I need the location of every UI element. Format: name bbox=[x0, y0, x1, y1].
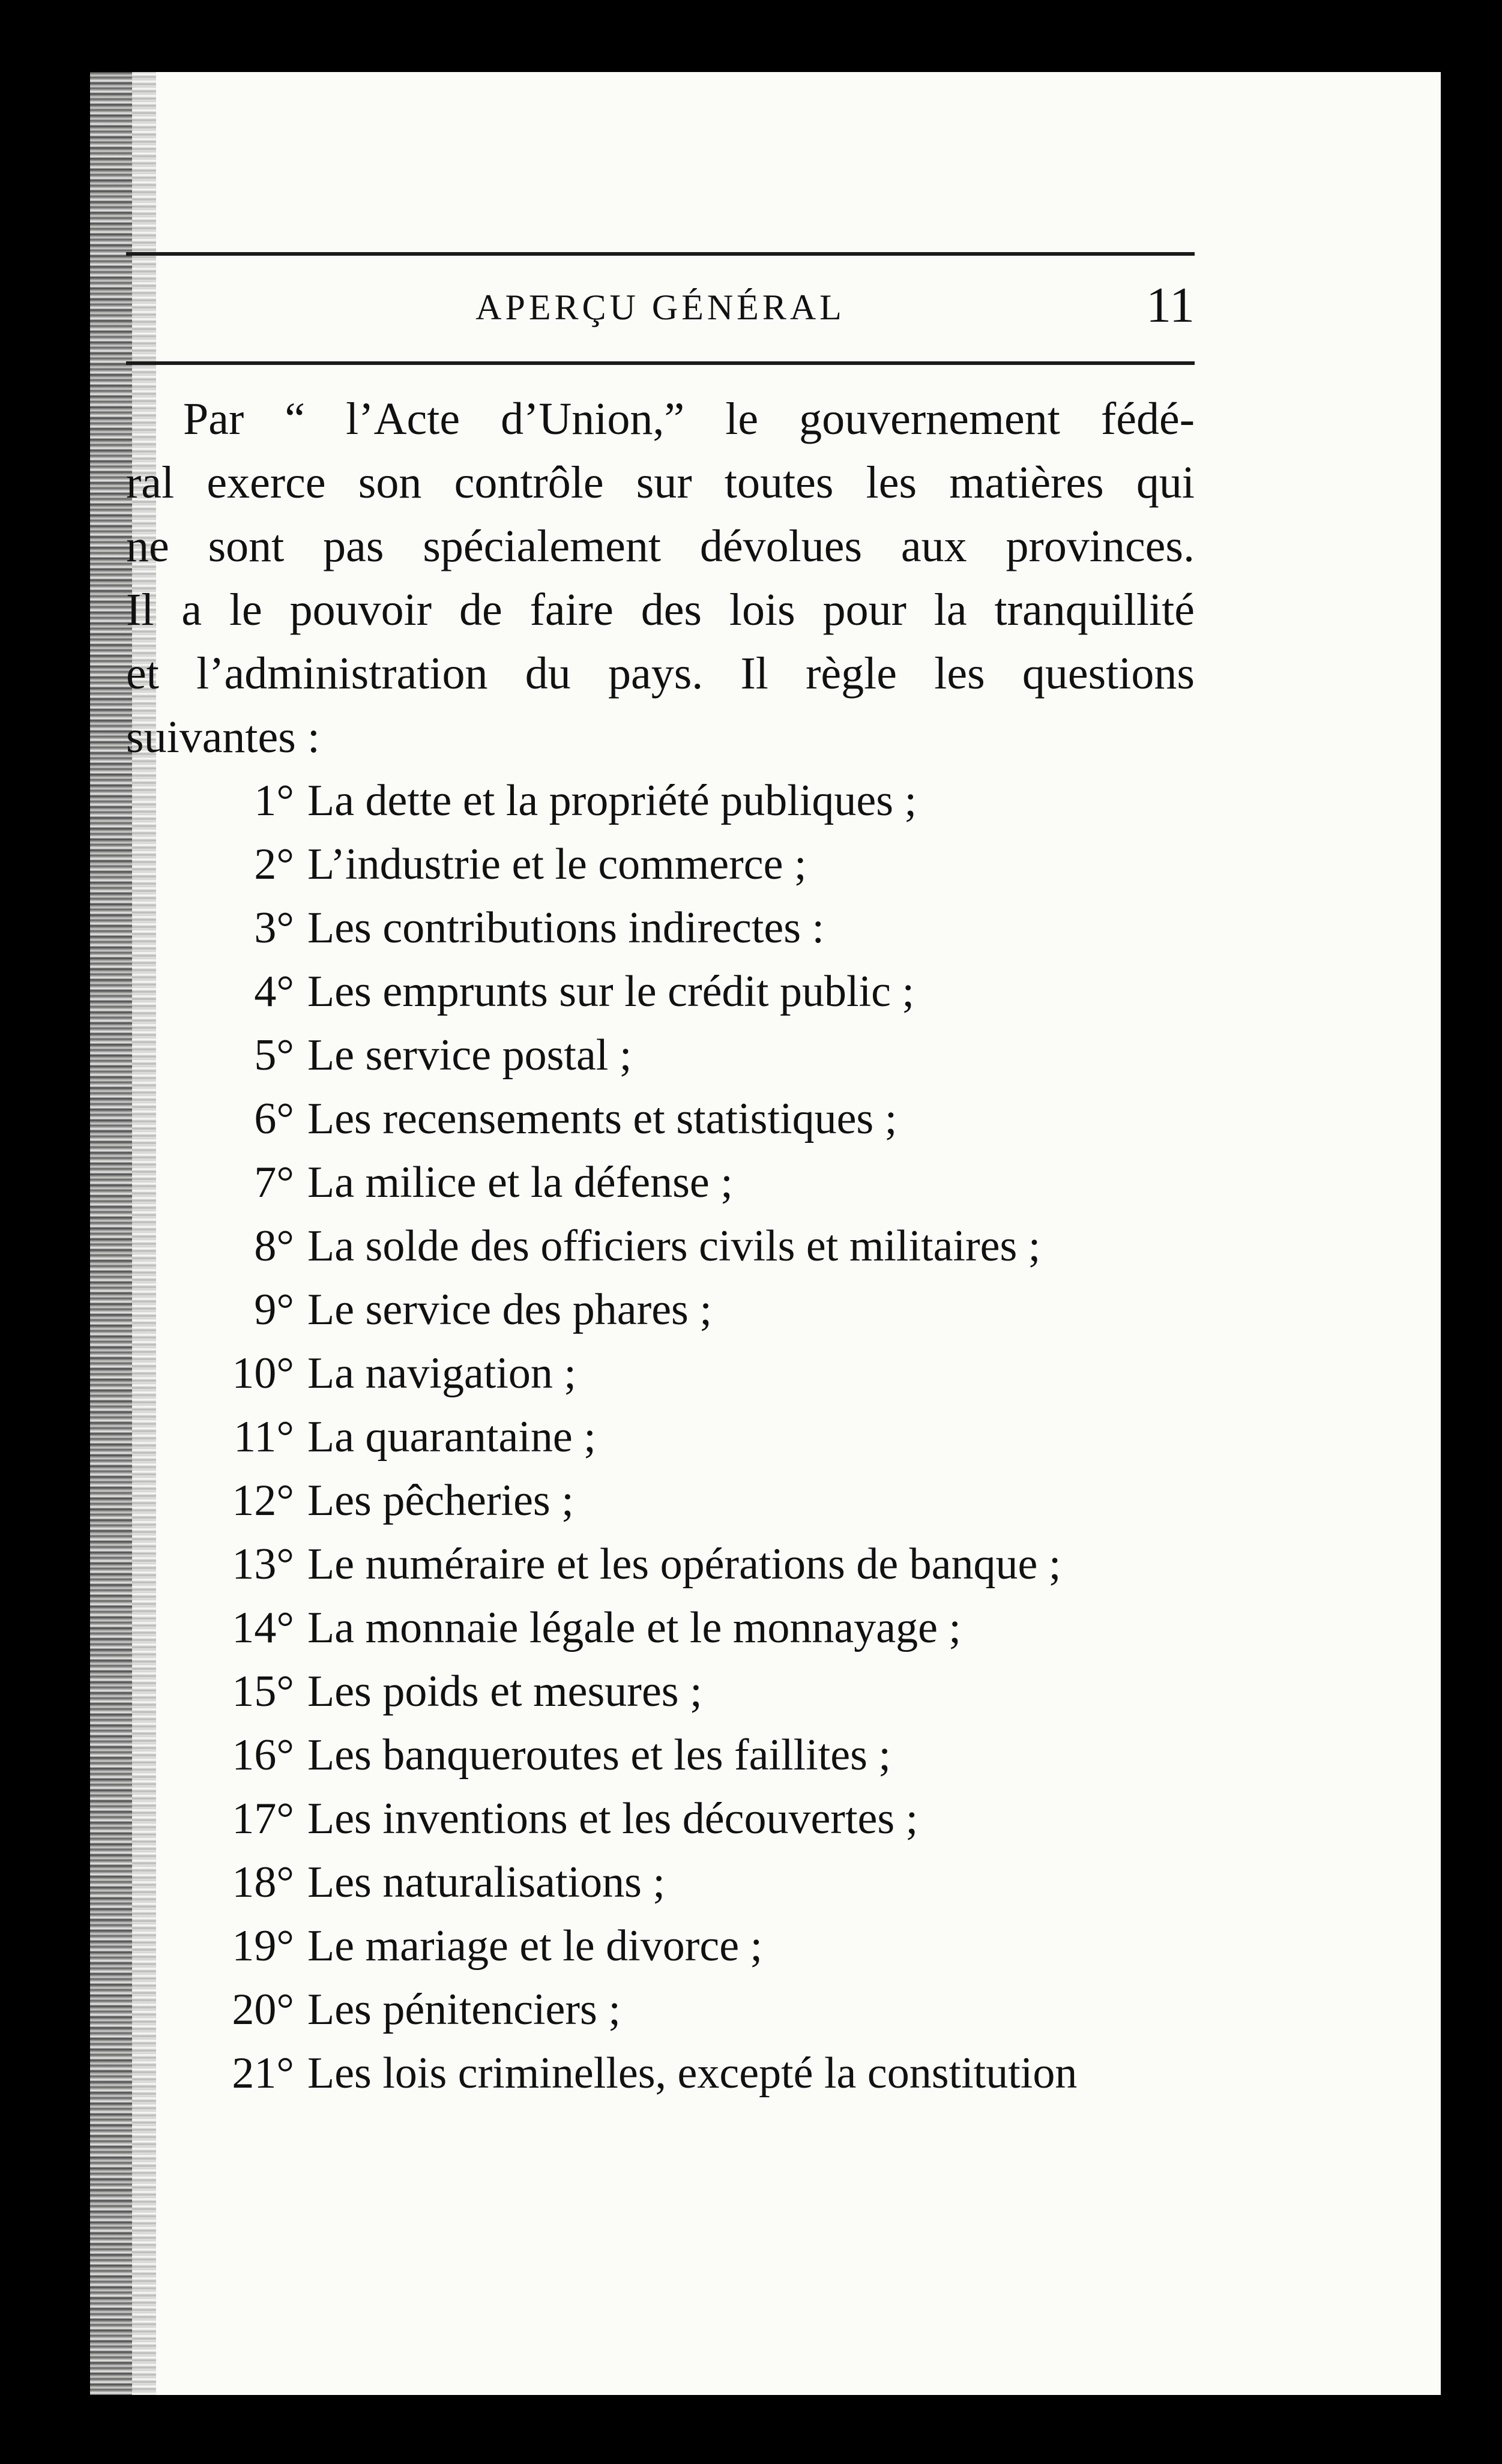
list-item-text: Les emprunts sur le crédit public ; bbox=[307, 967, 915, 1016]
list-item-number: 17° bbox=[232, 1794, 294, 1843]
list-item bbox=[198, 1914, 1195, 1978]
matters-list bbox=[126, 769, 1195, 2105]
list-item bbox=[198, 1278, 1195, 1342]
list-item bbox=[198, 1723, 1195, 1787]
list-item bbox=[198, 833, 1195, 896]
list-item-number: 14° bbox=[232, 1603, 294, 1652]
list-item bbox=[198, 1087, 1195, 1151]
list-item bbox=[198, 1851, 1195, 1914]
list-item-number: 20° bbox=[232, 1985, 294, 2034]
list-item-text: Les naturalisations ; bbox=[307, 1858, 665, 1907]
running-title: APERÇU GÉNÉRAL bbox=[475, 288, 845, 327]
list-item-text: Le service postal ; bbox=[307, 1031, 632, 1080]
list-item-text: Les lois criminelles, excepté la constitution bbox=[307, 2049, 1078, 2098]
intro-paragraph bbox=[126, 387, 1195, 769]
running-head bbox=[126, 270, 1195, 348]
list-item-text: Les pénitenciers ; bbox=[307, 1985, 621, 2034]
list-item-number: 10° bbox=[232, 1349, 294, 1398]
list-item bbox=[198, 769, 1195, 833]
list-item bbox=[198, 1469, 1195, 1532]
list-item-number: 6° bbox=[254, 1094, 294, 1143]
header-rule-bottom bbox=[126, 361, 1195, 365]
book-page bbox=[90, 72, 1441, 2395]
list-item-number: 1° bbox=[254, 776, 294, 825]
list-item bbox=[198, 1596, 1195, 1660]
list-item-number: 2° bbox=[254, 840, 294, 889]
list-item-text: L’industrie et le commerce ; bbox=[307, 840, 807, 889]
list-item bbox=[198, 1405, 1195, 1469]
header-rule-top bbox=[126, 252, 1195, 256]
paragraph-line: Par “ l’Acte d’Union,” le gouvernement fédé- bbox=[183, 394, 1195, 444]
list-item-number: 8° bbox=[254, 1221, 294, 1271]
list-item bbox=[198, 1532, 1195, 1596]
list-item-text: Les banqueroutes et les faillites ; bbox=[307, 1731, 891, 1780]
list-item-text: La milice et la défense ; bbox=[307, 1158, 733, 1207]
list-item-text: Les pêcheries ; bbox=[307, 1476, 574, 1525]
list-item bbox=[198, 1978, 1195, 2041]
list-item bbox=[198, 896, 1195, 960]
paragraph-line: ne sont pas spécialement dévolues aux provinces. bbox=[126, 521, 1195, 571]
list-item-text: Le service des phares ; bbox=[307, 1285, 712, 1334]
list-item-number: 21° bbox=[232, 2049, 294, 2098]
list-item-text: La monnaie légale et le monnayage ; bbox=[307, 1603, 961, 1652]
list-item-number: 16° bbox=[232, 1731, 294, 1780]
list-item-text: La dette et la propriété publiques ; bbox=[307, 776, 917, 825]
list-item-number: 5° bbox=[254, 1031, 294, 1080]
list-item bbox=[198, 1151, 1195, 1214]
list-item-text: La quarantaine ; bbox=[307, 1412, 596, 1462]
list-item-number: 11° bbox=[234, 1412, 294, 1462]
list-item bbox=[198, 1023, 1195, 1087]
list-item-text: Les inventions et les découvertes ; bbox=[307, 1794, 918, 1843]
list-item bbox=[198, 960, 1195, 1023]
paragraph-line: suivantes : bbox=[126, 712, 320, 762]
list-item-text: Le mariage et le divorce ; bbox=[307, 1921, 763, 1971]
list-item-text: Les contributions indirectes : bbox=[307, 903, 825, 953]
paragraph-line: ral exerce son contrôle sur toutes les matières qui bbox=[126, 457, 1195, 508]
paragraph-line: Il a le pouvoir de faire des lois pour la tranquillité bbox=[126, 585, 1195, 635]
list-item bbox=[198, 2041, 1195, 2105]
list-item bbox=[198, 1787, 1195, 1851]
list-item-number: 15° bbox=[232, 1667, 294, 1716]
list-item-number: 9° bbox=[254, 1285, 294, 1334]
list-item bbox=[198, 1214, 1195, 1278]
list-item-text: Les recensements et statistiques ; bbox=[307, 1094, 897, 1143]
list-item-number: 13° bbox=[232, 1540, 294, 1589]
list-item-number: 18° bbox=[232, 1858, 294, 1907]
list-item-number: 12° bbox=[232, 1476, 294, 1525]
list-item-text: Les poids et mesures ; bbox=[307, 1667, 702, 1716]
list-item bbox=[198, 1660, 1195, 1723]
list-item-number: 3° bbox=[254, 903, 294, 953]
list-item-text: La solde des officiers civils et militaires ; bbox=[307, 1221, 1041, 1271]
paragraph-line: et l’administration du pays. Il règle les questions bbox=[126, 648, 1195, 699]
list-item-number: 7° bbox=[254, 1158, 294, 1207]
page-number: 11 bbox=[1146, 277, 1195, 333]
list-item bbox=[198, 1342, 1195, 1405]
body-text bbox=[126, 387, 1195, 2105]
list-item-number: 19° bbox=[232, 1921, 294, 1971]
list-item-text: La navigation ; bbox=[307, 1349, 576, 1398]
list-item-text: Le numéraire et les opérations de banque ; bbox=[307, 1540, 1061, 1589]
list-item-number: 4° bbox=[254, 967, 294, 1016]
